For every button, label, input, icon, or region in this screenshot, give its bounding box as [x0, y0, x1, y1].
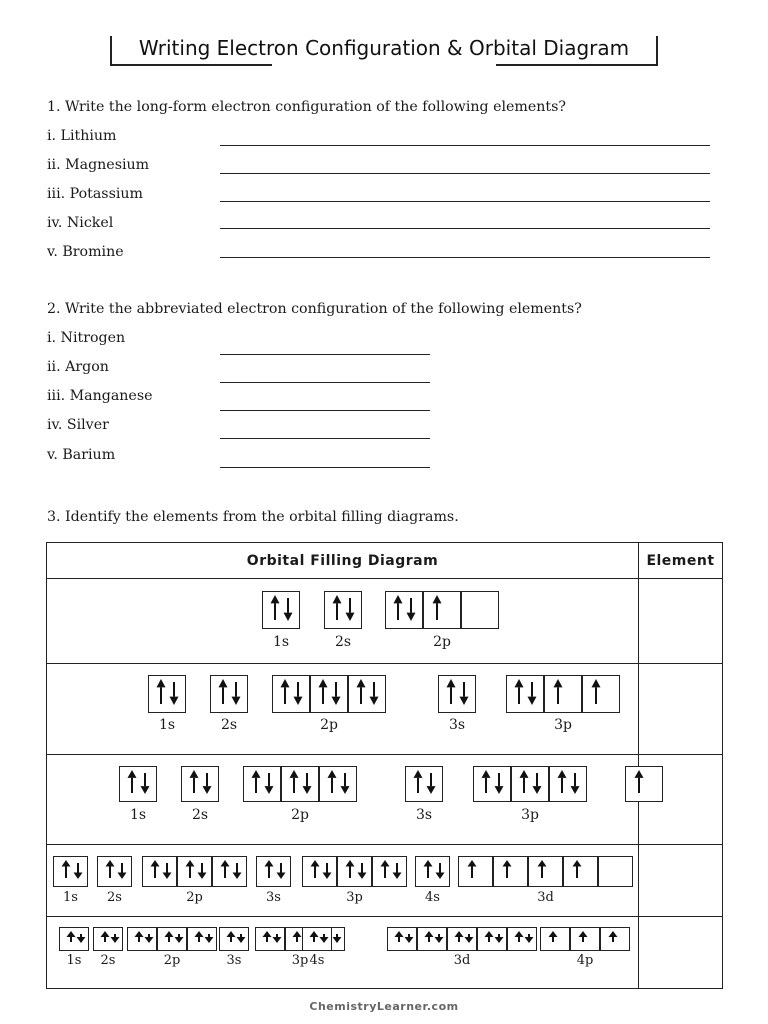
spin-down-arrow-icon [568, 769, 582, 797]
spin-up-arrow-icon [278, 678, 292, 708]
spin-down-arrow-icon [262, 769, 276, 797]
spin-down-arrow-icon [270, 930, 284, 946]
spin-up-arrow-icon [444, 678, 458, 708]
orbital-box [302, 856, 337, 887]
q1-item-bromine: v. Bromine [47, 244, 124, 260]
orbital-box [148, 675, 186, 713]
subshell-label: 2s [100, 953, 116, 968]
q1-answer-line-3[interactable] [220, 201, 710, 202]
orbital-box [528, 856, 563, 887]
spin-down-arrow-icon [367, 678, 381, 708]
q2-item-manganese: iii. Manganese [47, 388, 153, 404]
orbital-box [262, 591, 300, 629]
subshell-label: 2p [291, 807, 309, 823]
spin-down-arrow-icon [457, 678, 471, 708]
spin-down-arrow-icon [71, 859, 85, 882]
q2-answer-line-2[interactable] [220, 382, 430, 383]
spin-down-arrow-icon [330, 930, 344, 946]
orbital-box [337, 856, 372, 887]
orbital-box [219, 927, 249, 951]
spin-up-arrow-icon [551, 678, 565, 708]
subshell-label: 3s [226, 953, 242, 968]
q1-item-potassium: iii. Potassium [47, 186, 143, 202]
spin-up-arrow-icon [632, 769, 646, 797]
spin-down-arrow-icon [230, 859, 244, 882]
subshell-label: 1s [63, 890, 78, 905]
spin-up-arrow-icon [316, 678, 330, 708]
spin-up-arrow-icon [330, 594, 344, 624]
spin-up-arrow-icon [555, 769, 569, 797]
orbital-box [385, 591, 423, 629]
spin-up-arrow-icon [576, 930, 590, 946]
subshell-label: 4s [425, 890, 440, 905]
spin-down-arrow-icon [142, 930, 156, 946]
spin-up-arrow-icon [465, 859, 479, 882]
orbital-box [187, 927, 217, 951]
orbital-box [281, 766, 319, 802]
title-underline-left [110, 64, 272, 66]
q2-item-silver: iv. Silver [47, 417, 109, 433]
element-answer-cell-4[interactable] [639, 845, 723, 917]
spin-down-arrow-icon [300, 769, 314, 797]
subshell-label: 3d [537, 890, 554, 905]
subshell-label: 2p [186, 890, 203, 905]
subshell-label: 1s [158, 717, 176, 733]
subshell-label: 3s [448, 717, 466, 733]
spin-down-arrow-icon [343, 594, 357, 624]
spin-down-arrow-icon [234, 930, 248, 946]
subshell-label: 2s [220, 717, 238, 733]
orbital-box [319, 766, 357, 802]
spin-down-arrow-icon [202, 930, 216, 946]
spin-up-arrow-icon [216, 678, 230, 708]
orbital-box [625, 766, 663, 802]
spin-down-arrow-icon [462, 930, 476, 946]
footer-credit: ChemistryLearner.com [309, 1000, 459, 1013]
orbital-box [119, 766, 157, 802]
subshell-label: 2s [191, 807, 209, 823]
spin-up-arrow-icon [411, 769, 425, 797]
spin-down-arrow-icon [195, 859, 209, 882]
subshell-label: 1s [66, 953, 82, 968]
spin-down-arrow-icon [433, 859, 447, 882]
orbital-box [127, 927, 157, 951]
q2-answer-line-3[interactable] [220, 410, 430, 411]
orbital-box [417, 927, 447, 951]
spin-up-arrow-icon [325, 769, 339, 797]
q2-item-barium: v. Barium [47, 447, 116, 463]
spin-up-arrow-icon [589, 678, 603, 708]
q1-item-lithium: i. Lithium [47, 128, 117, 144]
orbital-box [563, 856, 598, 887]
orbital-box [142, 856, 177, 887]
spin-down-arrow-icon [355, 859, 369, 882]
orbital-box [477, 927, 507, 951]
subshell-label: 3p [291, 953, 309, 968]
diagram-cell-1 [47, 579, 639, 664]
q2-answer-line-4[interactable] [220, 438, 430, 439]
spin-down-arrow-icon [281, 594, 295, 624]
orbital-box [177, 856, 212, 887]
orbital-box [423, 591, 461, 629]
page-title: Writing Electron Configuration & Orbital Diagram [138, 36, 630, 60]
spin-down-arrow-icon [525, 678, 539, 708]
spin-down-arrow-icon [291, 678, 305, 708]
subshell-label: 4p [576, 953, 594, 968]
q2-answer-line-5[interactable] [220, 467, 430, 468]
spin-down-arrow-icon [522, 930, 536, 946]
spin-up-arrow-icon [154, 678, 168, 708]
spin-down-arrow-icon [492, 930, 506, 946]
spin-up-arrow-icon [430, 594, 444, 624]
header-orbital-filling-diagram: Orbital Filling Diagram [47, 543, 639, 579]
orbital-box [324, 591, 362, 629]
orbital-box [181, 766, 219, 802]
orbital-box [256, 856, 291, 887]
q2-item-argon: ii. Argon [47, 359, 109, 375]
orbital-box [473, 766, 511, 802]
spin-down-arrow-icon [329, 678, 343, 708]
question-2-prompt: 2. Write the abbreviated electron configuration of the following elements? [47, 301, 582, 317]
subshell-label: 2s [334, 634, 352, 650]
spin-up-arrow-icon [479, 769, 493, 797]
spin-down-arrow-icon [320, 859, 334, 882]
orbital-box [93, 927, 123, 951]
orbital-box [348, 675, 386, 713]
spin-up-arrow-icon [125, 769, 139, 797]
spin-down-arrow-icon [138, 769, 152, 797]
spin-down-arrow-icon [432, 930, 446, 946]
spin-up-arrow-icon [512, 678, 526, 708]
spin-down-arrow-icon [274, 859, 288, 882]
orbital-box [544, 675, 582, 713]
q1-answer-line-2[interactable] [220, 173, 710, 174]
spin-down-arrow-icon [172, 930, 186, 946]
orbital-box [210, 675, 248, 713]
diagram-cell-2 [47, 664, 639, 755]
orbital-box [157, 927, 187, 951]
orbital-box [511, 766, 549, 802]
spin-down-arrow-icon [167, 678, 181, 708]
spin-down-arrow-icon [115, 859, 129, 882]
spin-down-arrow-icon [390, 859, 404, 882]
spin-up-arrow-icon [268, 594, 282, 624]
q2-answer-line-1[interactable] [220, 354, 430, 355]
subshell-label: 1s [129, 807, 147, 823]
spin-down-arrow-icon [492, 769, 506, 797]
orbital-box [302, 927, 332, 951]
diagram-cell-3 [47, 755, 639, 845]
orbital-diagram-table [46, 542, 723, 989]
q2-item-nitrogen: i. Nitrogen [47, 330, 126, 346]
q1-answer-line-5[interactable] [220, 257, 710, 258]
spin-up-arrow-icon [517, 769, 531, 797]
orbital-box [540, 927, 570, 951]
orbital-box [458, 856, 493, 887]
subshell-label: 2s [107, 890, 122, 905]
spin-down-arrow-icon [74, 930, 88, 946]
orbital-box [372, 856, 407, 887]
q1-item-magnesium: ii. Magnesium [47, 157, 150, 173]
orbital-box [387, 927, 417, 951]
spin-down-arrow-icon [424, 769, 438, 797]
orbital-box [59, 927, 89, 951]
element-answer-cell-5[interactable] [639, 917, 723, 989]
orbital-box [506, 675, 544, 713]
spin-up-arrow-icon [606, 930, 620, 946]
diagram-cell-4 [47, 845, 639, 917]
orbital-box [255, 927, 285, 951]
spin-down-arrow-icon [200, 769, 214, 797]
question-1-prompt: 1. Write the long-form electron configuration of the following elements? [47, 99, 566, 115]
element-answer-cell-1[interactable] [639, 579, 723, 664]
orbital-box [272, 675, 310, 713]
spin-down-arrow-icon [160, 859, 174, 882]
spin-up-arrow-icon [570, 859, 584, 882]
element-answer-cell-2[interactable] [639, 664, 723, 755]
orbital-box [415, 856, 450, 887]
orbital-box [598, 856, 633, 887]
spin-down-arrow-icon [229, 678, 243, 708]
spin-down-arrow-icon [404, 594, 418, 624]
orbital-box [212, 856, 247, 887]
subshell-label: 2p [320, 717, 338, 733]
title-frame [110, 34, 658, 66]
orbital-box [493, 856, 528, 887]
subshell-label: 3d [453, 953, 471, 968]
subshell-label: 2p [163, 953, 181, 968]
orbital-box [461, 591, 499, 629]
subshell-label: 4s [309, 953, 325, 968]
spin-up-arrow-icon [500, 859, 514, 882]
subshell-label: 3p [554, 717, 572, 733]
orbital-box [438, 675, 476, 713]
q1-answer-line-1[interactable] [220, 145, 710, 146]
subshell-label: 3p [521, 807, 539, 823]
spin-down-arrow-icon [338, 769, 352, 797]
q1-item-nickel: iv. Nickel [47, 215, 114, 231]
spin-up-arrow-icon [354, 678, 368, 708]
orbital-box [310, 675, 348, 713]
spin-down-arrow-icon [108, 930, 122, 946]
orbital-box [600, 927, 630, 951]
title-underline-right [496, 64, 658, 66]
question-3-prompt: 3. Identify the elements from the orbital filling diagrams. [47, 509, 459, 525]
orbital-box [507, 927, 537, 951]
spin-up-arrow-icon [546, 930, 560, 946]
orbital-box [447, 927, 477, 951]
subshell-label: 2p [433, 634, 451, 650]
orbital-box [582, 675, 620, 713]
spin-up-arrow-icon [287, 769, 301, 797]
subshell-label: 3s [266, 890, 281, 905]
orbital-box [405, 766, 443, 802]
orbital-box [549, 766, 587, 802]
header-element: Element [639, 543, 723, 579]
spin-up-arrow-icon [535, 859, 549, 882]
subshell-label: 1s [272, 634, 290, 650]
orbital-box [570, 927, 600, 951]
spin-up-arrow-icon [391, 594, 405, 624]
spin-down-arrow-icon [402, 930, 416, 946]
subshell-label: 3s [415, 807, 433, 823]
spin-up-arrow-icon [249, 769, 263, 797]
diagram-cell-5 [47, 917, 639, 989]
q1-answer-line-4[interactable] [220, 228, 710, 229]
subshell-label: 3p [346, 890, 363, 905]
spin-up-arrow-icon [187, 769, 201, 797]
spin-down-arrow-icon [530, 769, 544, 797]
spin-down-arrow-icon [317, 930, 331, 946]
orbital-box [53, 856, 88, 887]
orbital-box [243, 766, 281, 802]
orbital-box [97, 856, 132, 887]
